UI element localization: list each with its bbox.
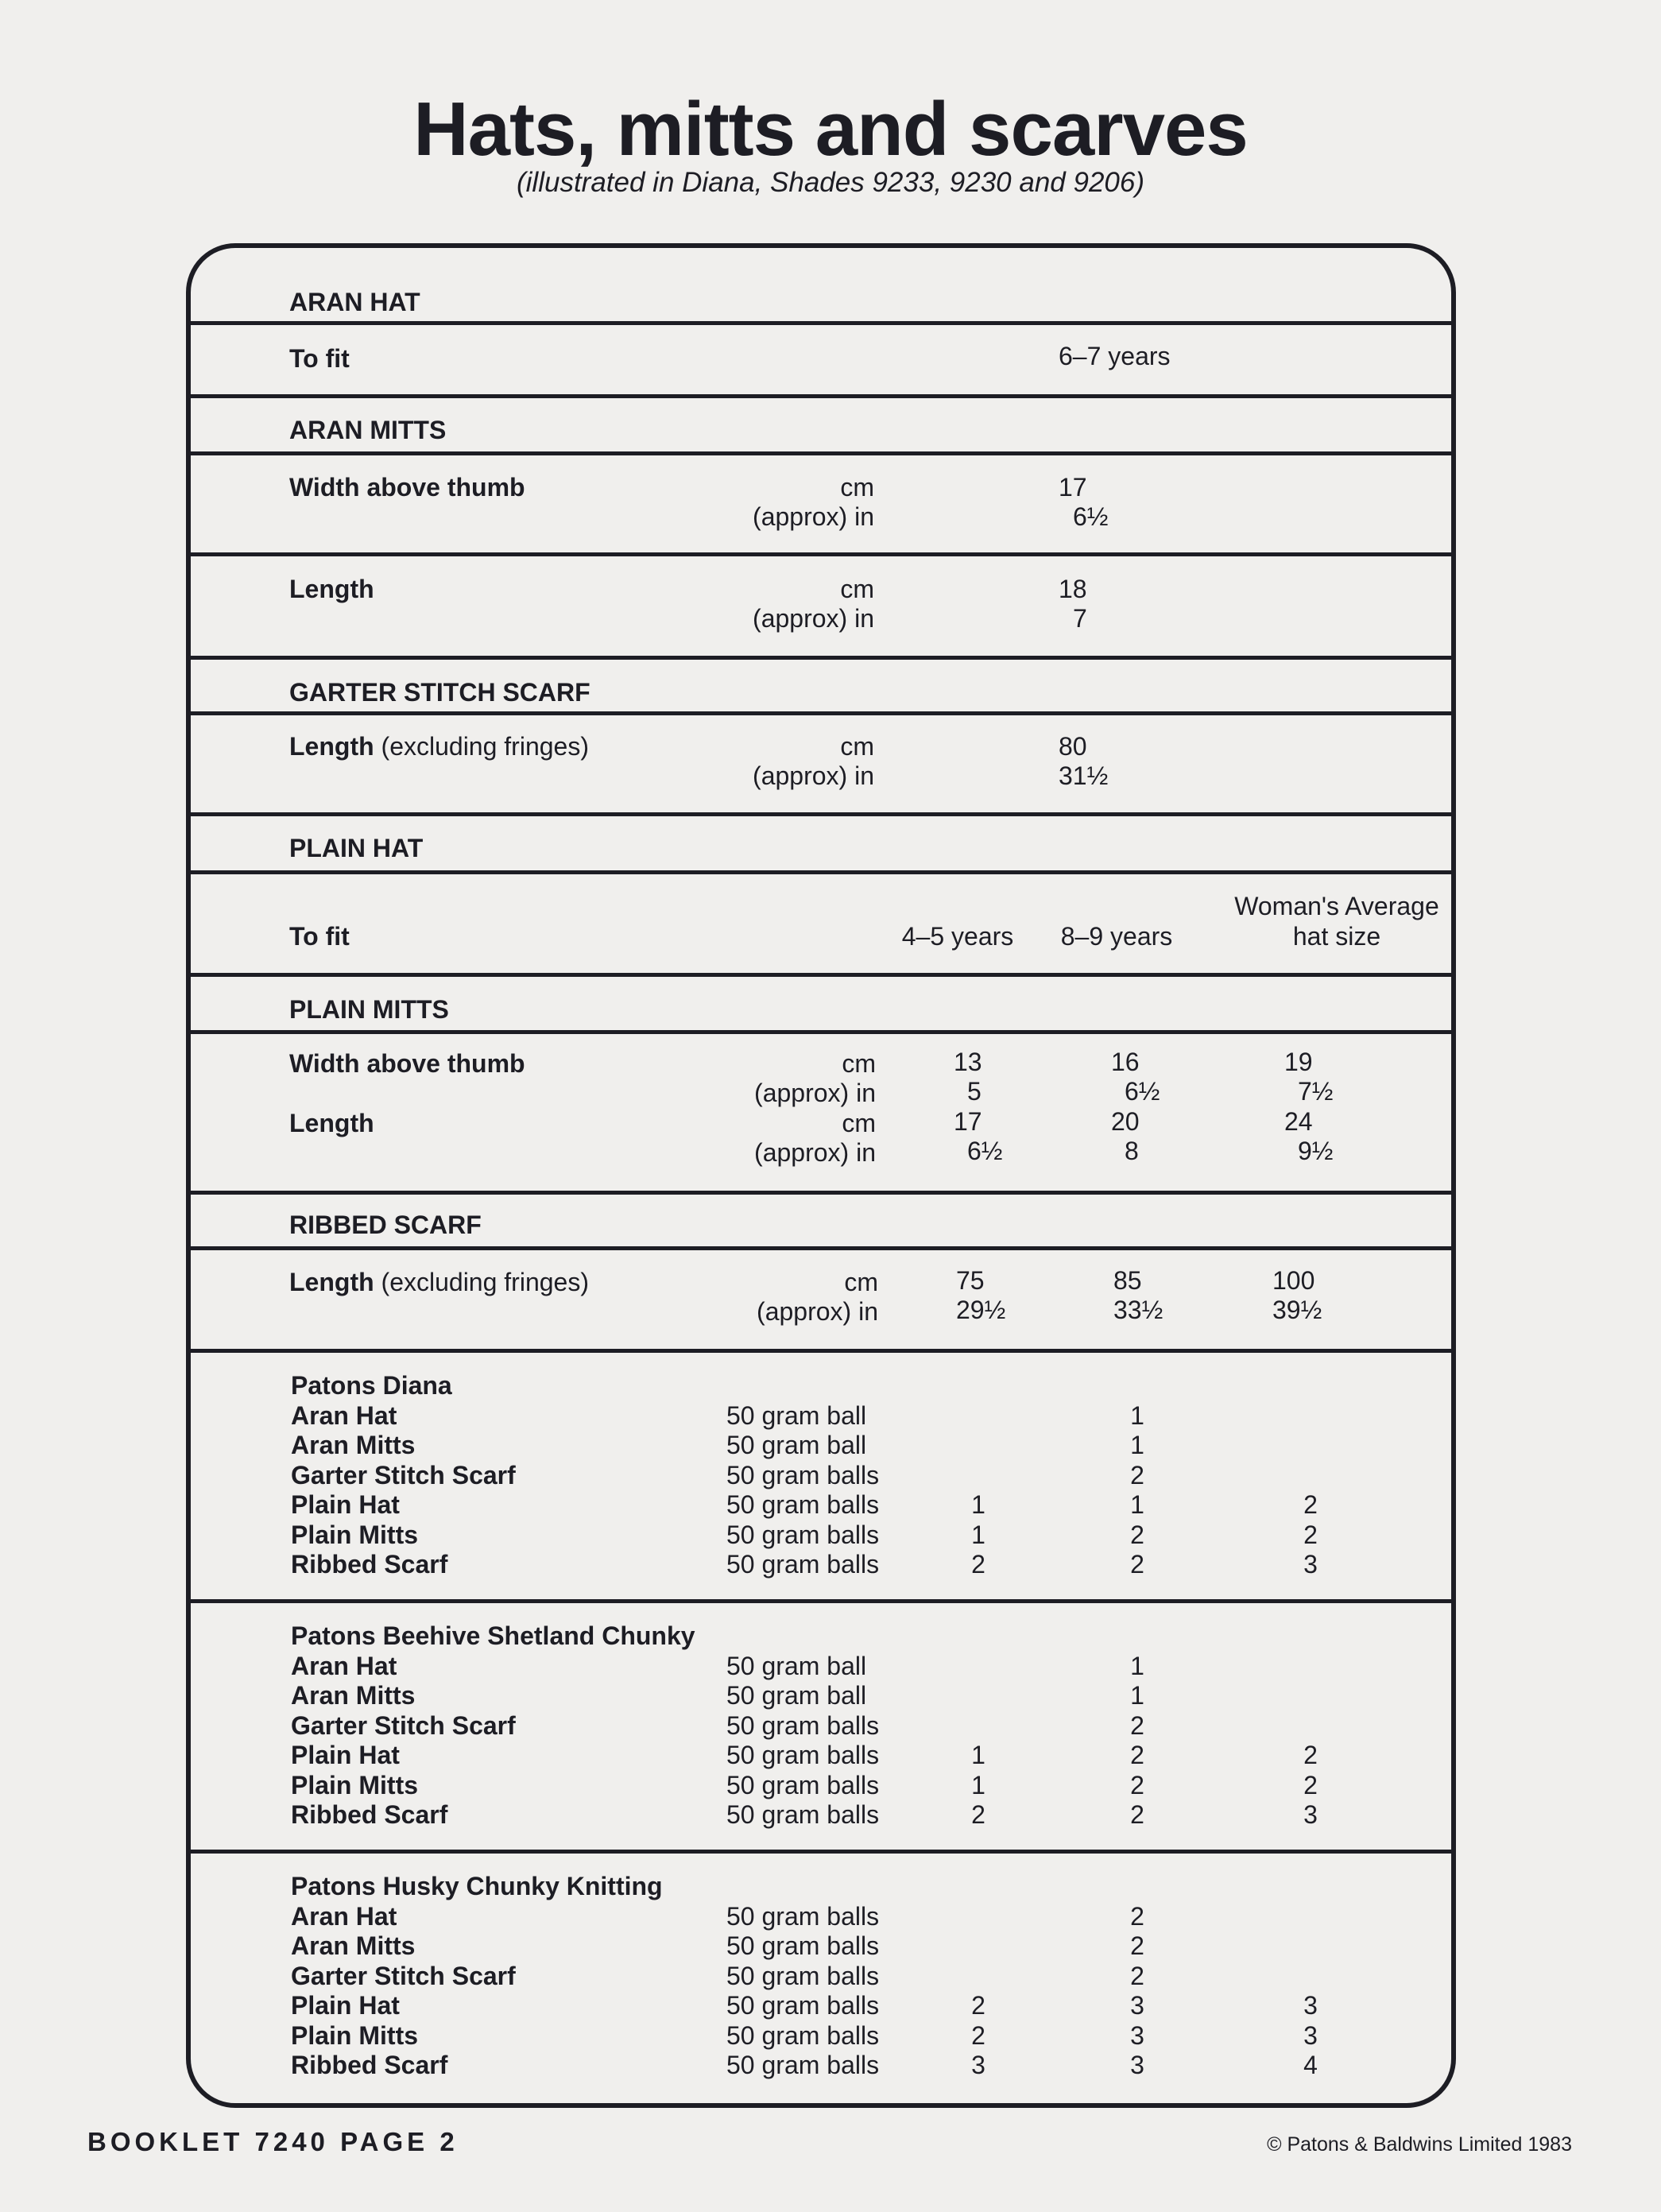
- unit-cell: cm: [840, 473, 874, 502]
- garment-name: Plain Hat: [291, 1741, 400, 1769]
- value-cell: 100: [1272, 1266, 1315, 1295]
- value-cell: 19: [1284, 1048, 1313, 1076]
- ball-unit: 50 gram balls: [726, 1521, 880, 1549]
- section-heading-aran-mitts: ARAN MITTS: [289, 416, 447, 444]
- value-cell: 8: [1125, 1137, 1139, 1165]
- unit-cell: (approx) in: [753, 502, 874, 531]
- ball-count-size-2: 2: [1130, 1931, 1144, 1960]
- unit-cell: cm: [840, 732, 874, 761]
- section-heading-plain-mitts: PLAIN MITTS: [289, 995, 449, 1024]
- size-column-header: hat size: [1292, 922, 1381, 951]
- page-subtitle: (illustrated in Diana, Shades 9233, 9230 and 9206): [517, 167, 1144, 198]
- booklet-page-label: BOOKLET 7240 PAGE 2: [87, 2127, 459, 2156]
- ball-count-size-3: 3: [1303, 2021, 1318, 2050]
- divider: [191, 656, 1451, 660]
- unit-cell: cm: [842, 1109, 876, 1137]
- section-heading-ribbed-scarf: RIBBED SCARF: [289, 1211, 482, 1239]
- ball-count-size-2: 2: [1130, 1962, 1144, 1990]
- unit-cell: (approx) in: [757, 1297, 878, 1326]
- ball-unit: 50 gram balls: [726, 1902, 880, 1931]
- value-cell: 17: [1059, 473, 1087, 502]
- ball-count-size-1: 1: [971, 1741, 985, 1769]
- row-label: [289, 1269, 589, 1295]
- garment-name: Aran Hat: [291, 1902, 397, 1931]
- row-label-main: Length: [289, 1268, 374, 1296]
- row-label: Width above thumb: [289, 473, 525, 502]
- section-heading-aran-hat: ARAN HAT: [289, 288, 420, 316]
- unit-cell: cm: [844, 1268, 878, 1296]
- garment-name: Aran Mitts: [291, 1681, 416, 1710]
- divider: [191, 711, 1451, 715]
- size-column-header: Woman's Average: [1234, 892, 1439, 920]
- garment-name: Plain Hat: [291, 1490, 400, 1519]
- ball-count-size-2: 3: [1130, 2021, 1144, 2050]
- unit-cell: (approx) in: [753, 761, 874, 790]
- ball-count-size-3: 4: [1303, 2051, 1318, 2079]
- ball-count-size-3: 2: [1303, 1771, 1318, 1799]
- ball-count-size-1: 1: [971, 1490, 985, 1519]
- garment-name: Aran Hat: [291, 1401, 397, 1430]
- ball-count-size-2: 2: [1130, 1800, 1144, 1829]
- ball-unit: 50 gram balls: [726, 1741, 880, 1769]
- row-label: Length: [289, 575, 374, 603]
- ball-count-size-2: 3: [1130, 1991, 1144, 2020]
- ball-count-size-3: 3: [1303, 1991, 1318, 2020]
- ball-count-size-3: 2: [1303, 1490, 1318, 1519]
- copyright-notice: © Patons & Baldwins Limited 1983: [1267, 2133, 1572, 2156]
- ball-unit: 50 gram balls: [726, 2051, 880, 2079]
- divider: [191, 1599, 1451, 1603]
- divider: [191, 394, 1451, 398]
- garment-name: Garter Stitch Scarf: [291, 1962, 516, 1990]
- yarn-name: Patons Diana: [291, 1371, 452, 1400]
- ball-unit: 50 gram balls: [726, 1490, 880, 1519]
- divider: [191, 451, 1451, 455]
- section-heading-plain-hat: PLAIN HAT: [289, 834, 424, 862]
- value-cell: 24: [1284, 1107, 1313, 1136]
- ball-count-size-3: 3: [1303, 1800, 1318, 1829]
- garment-name: Ribbed Scarf: [291, 1550, 448, 1579]
- value-cell: 5: [967, 1077, 982, 1106]
- ball-count-size-2: 1: [1130, 1681, 1144, 1710]
- ball-count-size-3: 3: [1303, 1550, 1318, 1579]
- row-label-main: Length: [289, 732, 374, 761]
- value-cell: 13: [954, 1048, 982, 1076]
- ball-unit: 50 gram balls: [726, 1711, 880, 1740]
- ball-count-size-2: 1: [1130, 1431, 1144, 1459]
- garment-name: Plain Mitts: [291, 2021, 419, 2050]
- page-title: Hats, mitts and scarves: [413, 87, 1248, 172]
- ball-count-size-1: 2: [971, 1991, 985, 2020]
- divider: [191, 1246, 1451, 1250]
- section-heading-garter-scarf: GARTER STITCH SCARF: [289, 678, 590, 707]
- size-column-header: 4–5 years: [901, 922, 1014, 951]
- row-label: Length: [289, 1109, 374, 1137]
- ball-count-size-1: 2: [971, 1800, 985, 1829]
- ball-count-size-2: 2: [1130, 1461, 1144, 1490]
- value-cell: 7½: [1298, 1077, 1334, 1106]
- ball-unit: 50 gram balls: [726, 1931, 880, 1960]
- ball-count-size-2: 1: [1130, 1401, 1144, 1430]
- garment-name: Plain Mitts: [291, 1771, 419, 1799]
- ball-count-size-2: 2: [1130, 1902, 1144, 1931]
- ball-unit: 50 gram balls: [726, 1771, 880, 1799]
- garment-name: Aran Mitts: [291, 1931, 416, 1960]
- value-cell: 80: [1059, 732, 1087, 761]
- value-cell: 39½: [1272, 1296, 1322, 1324]
- divider: [191, 1191, 1451, 1195]
- value-cell: 29½: [956, 1296, 1006, 1324]
- garment-name: Ribbed Scarf: [291, 2051, 448, 2079]
- ball-unit: 50 gram ball: [726, 1652, 867, 1680]
- value-cell: 18: [1059, 575, 1087, 603]
- ball-count-size-3: 2: [1303, 1741, 1318, 1769]
- ball-count-size-1: 2: [971, 1550, 985, 1579]
- value-cell: 6½: [1073, 502, 1109, 531]
- divider: [191, 1850, 1451, 1854]
- ball-unit: 50 gram balls: [726, 1962, 880, 1990]
- ball-unit: 50 gram balls: [726, 2021, 880, 2050]
- row-label-note: (excluding fringes): [381, 1268, 589, 1296]
- ball-count-size-2: 2: [1130, 1521, 1144, 1549]
- value-cell: 17: [954, 1107, 982, 1136]
- divider: [191, 552, 1451, 556]
- garment-name: Garter Stitch Scarf: [291, 1461, 516, 1490]
- divider: [191, 321, 1451, 325]
- ball-count-size-1: 2: [971, 2021, 985, 2050]
- ball-count-size-1: 3: [971, 2051, 985, 2079]
- row-label: To fit: [289, 344, 350, 373]
- garment-name: Aran Mitts: [291, 1431, 416, 1459]
- divider: [191, 812, 1451, 816]
- ball-count-size-2: 2: [1130, 1711, 1144, 1740]
- ball-count-size-1: 1: [971, 1521, 985, 1549]
- value-cell: 6½: [967, 1137, 1003, 1165]
- ball-count-size-2: 2: [1130, 1550, 1144, 1579]
- ball-unit: 50 gram balls: [726, 1800, 880, 1829]
- ball-unit: 50 gram ball: [726, 1681, 867, 1710]
- ball-unit: 50 gram balls: [726, 1991, 880, 2020]
- ball-count-size-2: 3: [1130, 2051, 1144, 2079]
- value-cell: 75: [956, 1266, 985, 1295]
- unit-cell: (approx) in: [754, 1138, 876, 1167]
- yarn-name: Patons Beehive Shetland Chunky: [291, 1621, 695, 1650]
- row-label: Width above thumb: [289, 1049, 525, 1078]
- garment-name: Plain Hat: [291, 1991, 400, 2020]
- ball-count-size-2: 2: [1130, 1741, 1144, 1769]
- garment-name: Aran Hat: [291, 1652, 397, 1680]
- value-cell: 6–7 years: [1059, 342, 1171, 370]
- ball-unit: 50 gram balls: [726, 1461, 880, 1490]
- unit-cell: cm: [842, 1049, 876, 1078]
- ball-unit: 50 gram balls: [726, 1550, 880, 1579]
- divider: [191, 1030, 1451, 1034]
- value-cell: 9½: [1298, 1137, 1334, 1165]
- value-cell: 85: [1113, 1266, 1142, 1295]
- row-label-note: (excluding fringes): [381, 732, 589, 761]
- ball-unit: 50 gram ball: [726, 1401, 867, 1430]
- divider: [191, 1349, 1451, 1353]
- garment-name: Garter Stitch Scarf: [291, 1711, 516, 1740]
- ball-count-size-1: 1: [971, 1771, 985, 1799]
- ball-unit: 50 gram ball: [726, 1431, 867, 1459]
- ball-count-size-2: 1: [1130, 1490, 1144, 1519]
- divider: [191, 973, 1451, 977]
- value-cell: 16: [1111, 1048, 1140, 1076]
- value-cell: 7: [1073, 604, 1087, 633]
- size-column-header: 8–9 years: [1060, 922, 1173, 951]
- unit-cell: cm: [840, 575, 874, 603]
- unit-cell: (approx) in: [753, 604, 874, 633]
- ball-count-size-3: 2: [1303, 1521, 1318, 1549]
- garment-name: Ribbed Scarf: [291, 1800, 448, 1829]
- row-label: To fit: [289, 922, 350, 951]
- divider: [191, 870, 1451, 874]
- ball-count-size-2: 2: [1130, 1771, 1144, 1799]
- garment-name: Plain Mitts: [291, 1521, 419, 1549]
- unit-cell: (approx) in: [754, 1079, 876, 1107]
- yarn-name: Patons Husky Chunky Knitting: [291, 1872, 663, 1900]
- value-cell: 33½: [1113, 1296, 1163, 1324]
- value-cell: 20: [1111, 1107, 1140, 1136]
- ball-count-size-2: 1: [1130, 1652, 1144, 1680]
- value-cell: 6½: [1125, 1077, 1160, 1106]
- value-cell: 31½: [1059, 761, 1109, 790]
- row-label: [289, 734, 589, 759]
